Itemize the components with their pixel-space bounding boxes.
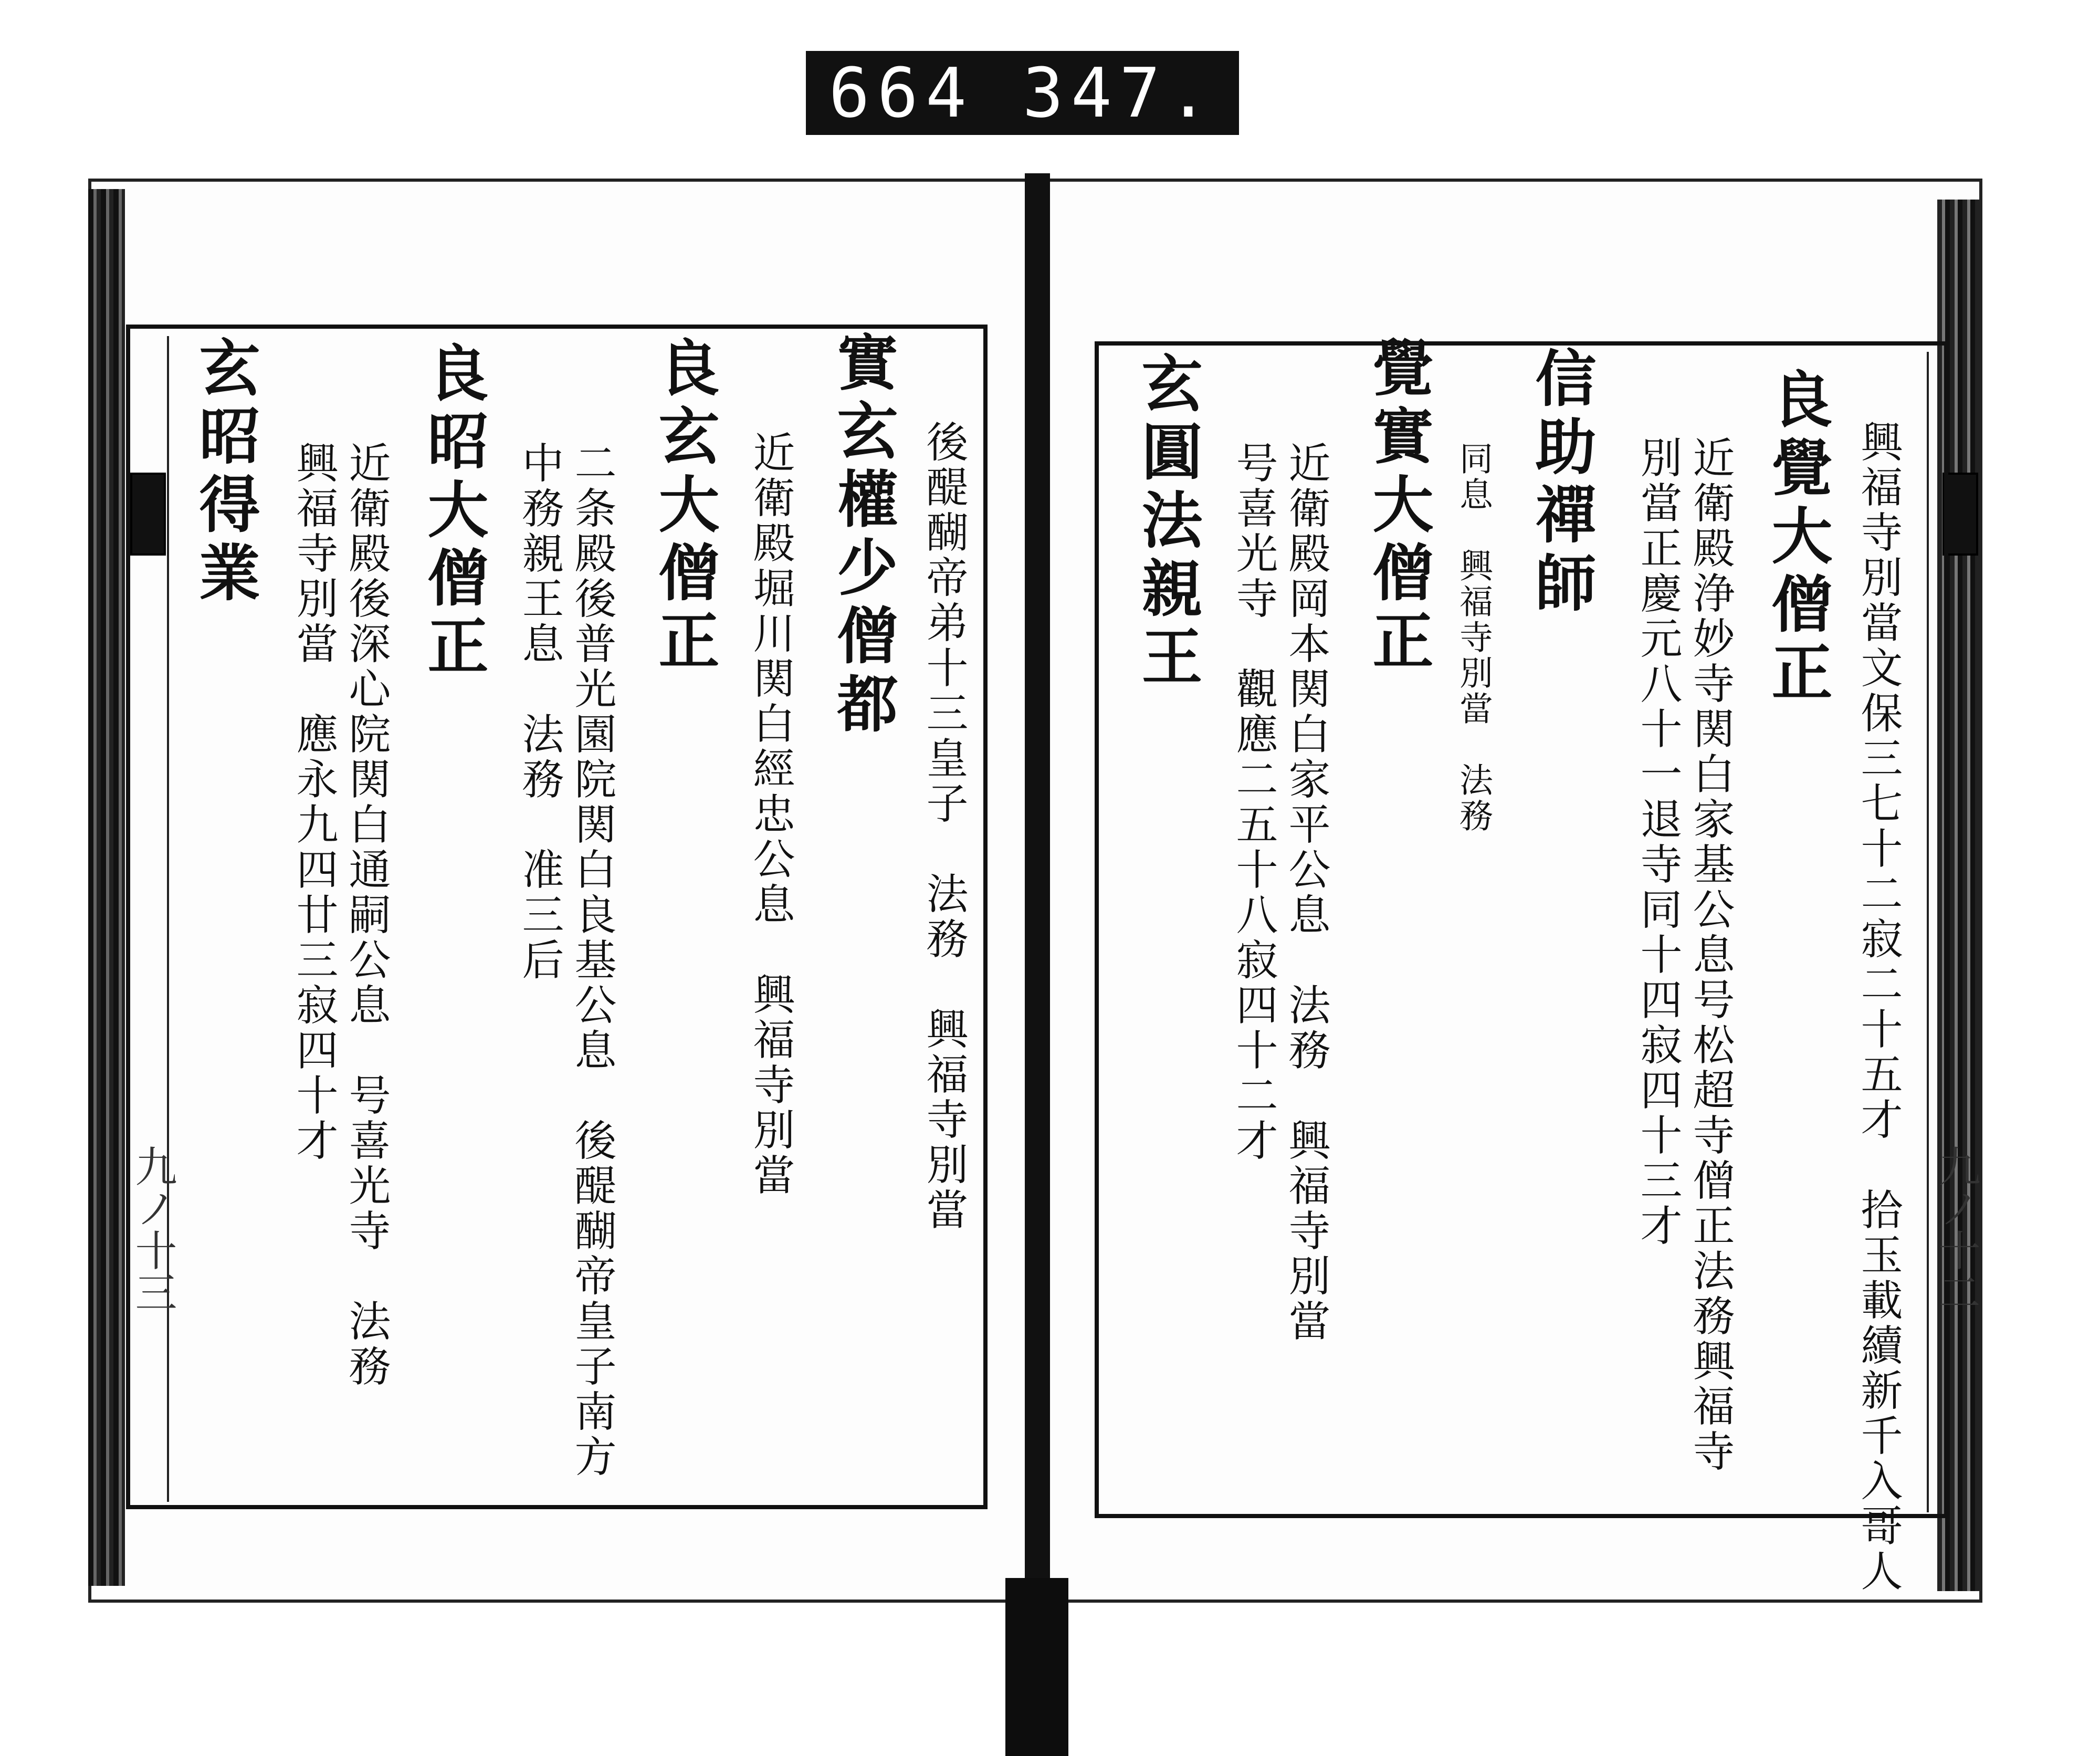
right-heading-kakujitsu: 覺實大僧正	[1362, 336, 1434, 677]
right-col-7b: 号喜光寺 觀應二五十八寂四十二才	[1229, 441, 1278, 1164]
right-heading-gen-en: 玄圓法親王	[1131, 352, 1203, 693]
right-margin-folio: 九ノ十二	[1931, 1145, 1980, 1313]
left-heading-ryogen: 良玄大僧正	[648, 336, 720, 677]
right-heading-shinjo: 信助禪師	[1525, 347, 1597, 620]
book-spine	[1025, 173, 1050, 1623]
left-col-5a: 二条殿後普光園院関白良基公息 後醍醐帝皇子南方	[568, 441, 616, 1480]
left-margin-folio: 九ノ十三	[128, 1145, 177, 1313]
left-col-7b: 興福寺別當 應永九四廿三寂四十才	[289, 441, 338, 1164]
left-col-7a: 近衛殿後深心院関白通嗣公息 号喜光寺 法務	[342, 441, 391, 1389]
scan-label: 664 347.	[806, 51, 1239, 135]
left-heading-jitsugen: 實玄權少僧都	[827, 331, 898, 740]
right-col-7a: 近衛殿岡本関白家平公息 法務 興福寺別當	[1282, 441, 1330, 1344]
right-col-5: 同息 興福寺別當 法務	[1454, 441, 1493, 834]
left-col-3: 近衛殿堀川関白經忠公息 興福寺別當	[746, 431, 795, 1198]
right-col-1: 興福寺別當文保三七十二寂二十五才 拾玉載續新千入哥人	[1854, 420, 1903, 1594]
right-heading-ryokaku: 良覺大僧正	[1761, 368, 1833, 709]
left-heading-gensho: 玄昭得業	[189, 336, 260, 609]
left-heading-ryosho: 良昭大僧正	[417, 341, 489, 683]
right-col-3b: 別當正慶元八十一退寺同十四寂四十三才	[1633, 436, 1682, 1249]
left-col-1: 後醍醐帝弟十三皇子 法務 興福寺別當	[919, 420, 968, 1233]
left-page-edges	[88, 189, 125, 1586]
spine-shadow	[1005, 1578, 1068, 1756]
right-col-3a: 近衛殿浄妙寺関白家基公息号松超寺僧正法務興福寺	[1686, 436, 1735, 1475]
left-col-5b: 中務親王息 法務 准三后	[515, 441, 564, 983]
